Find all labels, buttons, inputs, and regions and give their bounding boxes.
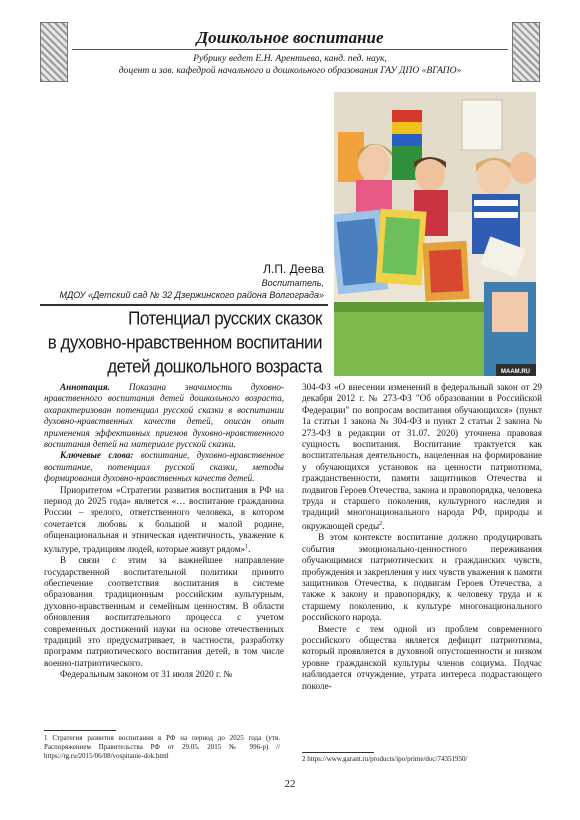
paragraph: Вместе с тем одной из проблем современного российского общества является дефицит патриотизма, который проявляется в духовной опустошенности и низком уровне гражданской культуры членов социума. Подчас наблюдается отчуждение, утрата интереса подрастающего поколе-: [302, 623, 542, 691]
keywords-text: воспитание, духовно-нравственное воспитание, потенциал русской сказки, методы формирования духовно-нравственных качеств детей.: [44, 450, 285, 484]
paragraph: В этом контексте воспитание должно продуцировать события эмоционально-ценностного переживания обучающимися патриотических и гражданских чувств, пробуждения и закрепления у них чувств уважения к памяти защитников Отечества, к подвигам Героев Отечества, а также к закону и правопорядку, к человеку труда и к старшему поколению, к культуре многонационального российского народа.: [302, 532, 542, 623]
children-with-books-photo: [334, 92, 536, 376]
annotation-text: Показана значимость духовно-нравственного воспитания детей дошкольного возраста, охарактеризован потенциал русской сказки в воспитании духовно-нравственных качеств детей, описан опыт применения эффективных приемов духовно-нравственного воспитания детей на материале русской сказки.: [44, 382, 285, 450]
keywords-label: Ключевые слова:: [60, 450, 134, 461]
right-column: [302, 382, 542, 692]
rubric-title: Дошкольное воспитание: [72, 28, 508, 50]
footnote-2: 2 https://www.garant.ru/products/ipo/prime/doc/74351950/: [302, 755, 468, 763]
annotation-label: Аннотация.: [60, 382, 110, 392]
author-name: Л.П. Деева: [263, 262, 324, 276]
ornament-right: [512, 22, 540, 82]
ornament-left: [40, 22, 68, 82]
title-line-3: детей дошкольного возраста: [107, 356, 322, 378]
paragraph: Приоритетом «Стратегии развития воспитания в РФ на период до 2025 года» является «… воспитание гражданина России – зрелого, ответственного человека, в котором сочетается любовь к большой и малой родине, общенациональная и этническая идентичность, уважение к культуре, традициям людей, которые живут рядом»$^1$.: [44, 484, 284, 554]
paragraph: Федеральным законом от 31 июля 2020 г. №: [60, 669, 233, 680]
footnote-1: 1 Стратегия развития воспитания в РФ на период до 2025 года (утв. Распоряжением Правительства РФ от 29.05. 2015 № 996-р) // https://rg.ru/2015/06/08/vospitanie-dok.html: [44, 734, 280, 760]
rubric-editor-position: доцент и зав. кафедрой начального и дошкольного образования ГАУ ДПО «ВГАПО»: [118, 65, 462, 76]
footnote-divider: [44, 730, 116, 731]
keywords: [44, 450, 284, 484]
footnote-divider: [302, 752, 374, 753]
paragraph: В связи с этим за важнейшее направление государственной воспитательной политики принято обеспечение соответствия воспитания в системе образования традиционным российским культурным, духовно-нравственным и семейным ценностям. В области обновления воспитательного процесса с учетом современных достижений науки на основе отечественных традиций это предусматривает, в частности, разработку программ патриотического воспитания детей, в том числе военно-патриотического.: [44, 555, 284, 668]
title-line-1: Потенциал русских сказок: [128, 307, 322, 329]
rubric-header: [72, 28, 508, 77]
footnote-ref: 1: [245, 543, 249, 550]
page-number: 22: [284, 778, 296, 790]
left-column: [44, 382, 284, 681]
footnote-ref: 2: [379, 520, 383, 527]
paragraph: 304-ФЗ «О внесении изменений в федеральный закон от 29 декабря 2012 г. № 273-ФЗ "Об образовании в Российской Федерации" по вопросам воспитания обучающихся» (пункт 1а статьи 1 закона № 304-ФЗ и пункт 2 статьи 2 закона № 273-ФЗ в редакции от 31.07. 2020) уточнена правовая сущность воспитания. Воспитание трактуется как воспитательная деятельность, нацеленная на формирование у обучающихся установок на ценности патриотизма, гражданственности, памяти защитников Отечества и подвигов Героев Отечества, закона и правопорядка, человека труда и старшего поколения, культурного наследия и традиций многонационального народа РФ, природы и окружающей среды$^2$.: [302, 382, 542, 531]
rubric-editor: Рубрику ведет Е.Н. Арентьева, канд. пед. наук,: [193, 53, 387, 64]
author-organization: МДОУ «Детский сад № 32 Дзержинского района Волгограда»: [59, 290, 324, 300]
photo-watermark: MAAM.RU: [501, 369, 530, 375]
annotation: [44, 382, 284, 450]
article-title-block: [40, 304, 328, 378]
article-title: [48, 307, 322, 380]
title-line-2: в духовно-нравственном воспитании: [47, 332, 322, 353]
author-role: Воспитатель,: [261, 278, 324, 288]
